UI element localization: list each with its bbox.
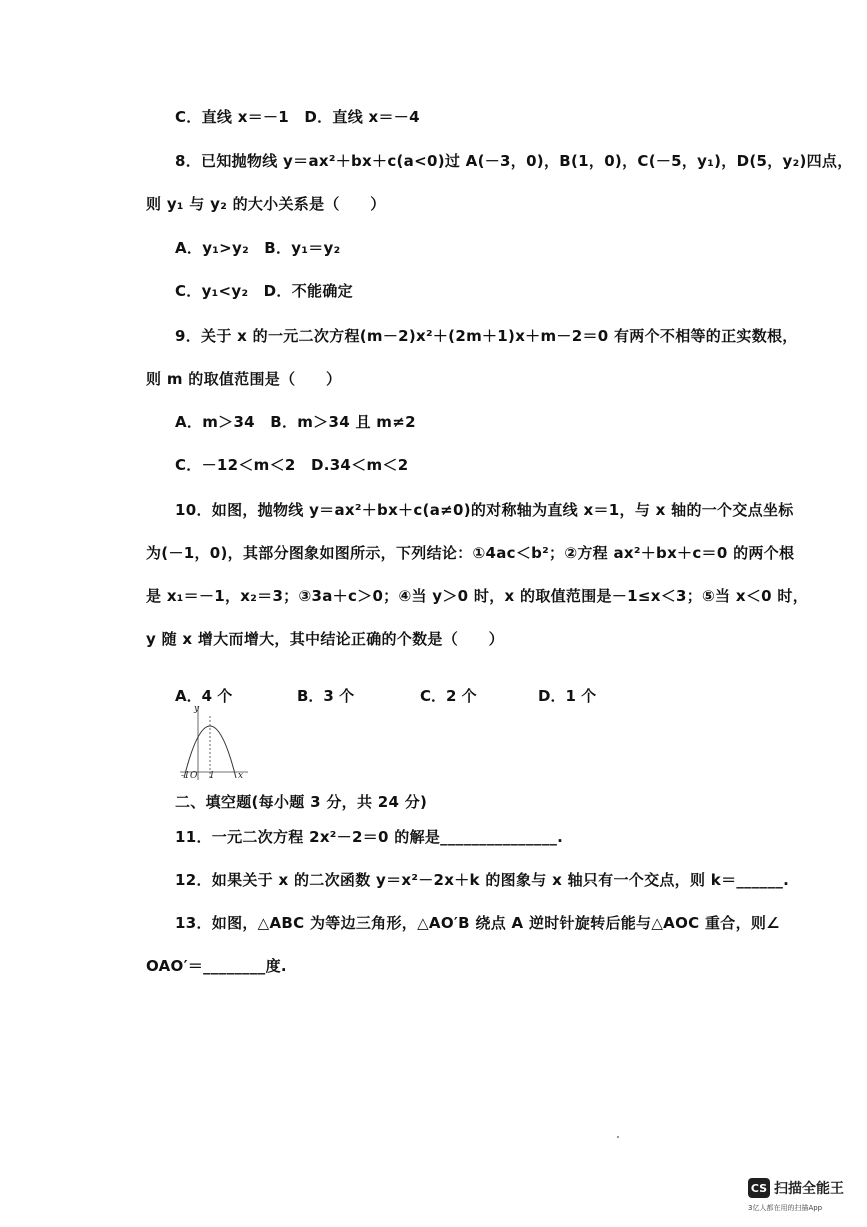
q10-stem-line1: 10．如图，抛物线 y＝ax²＋bx＋c(a≠0)的对称轴为直线 x＝1，与 x 轴的一个交点坐标 xyxy=(175,501,794,519)
q9-stem-line2: 则 m 的取值范围是（ ） xyxy=(146,370,342,388)
q8-options-ab: A．y₁>y₂ B．y₁＝y₂ xyxy=(175,239,341,257)
scanner-tagline: 3亿人都在用的扫描App xyxy=(748,1204,823,1212)
tick-one-label: 1 xyxy=(209,771,215,781)
x-axis-label: x xyxy=(238,771,244,781)
y-axis-label: y xyxy=(194,704,200,714)
q8-stem-line2: 则 y₁ 与 y₂ 的大小关系是（ ） xyxy=(146,195,386,213)
q10-option-d: D．1 个 xyxy=(538,687,597,705)
scanner-watermark xyxy=(748,1176,860,1220)
q7-options-cd: C．直线 x＝－1 D．直线 x＝－4 xyxy=(175,108,420,126)
q11-stem: 11．一元二次方程 2x²－2＝0 的解是_______________. xyxy=(175,828,564,846)
q8-options-cd: C．y₁<y₂ D．不能确定 xyxy=(175,282,353,300)
q13-stem-line2: OAO′＝________度. xyxy=(146,957,287,975)
section-two-heading: 二、填空题(每小题 3 分，共 24 分) xyxy=(175,793,428,811)
scanner-logo-icon: CS xyxy=(748,1178,770,1198)
q10-stem-line3: 是 x₁＝－1，x₂＝3；③3a＋c＞0；④当 y＞0 时，x 的取值范围是－1≤x＜3；⑤当 x＜0 时， xyxy=(146,587,809,605)
q10-stem-line4: y 随 x 增大而增大，其中结论正确的个数是（ ） xyxy=(146,630,504,648)
q8-stem-line1: 8．已知抛物线 y＝ax²＋bx＋c(a<0)过 A(－3，0)，B(1，0)，C(－5，y₁)，D(5，y₂)四点， xyxy=(175,152,853,170)
scan-speck xyxy=(617,1136,619,1138)
q13-stem-line1: 13．如图，△ABC 为等边三角形，△AO′B 绕点 A 逆时针旋转后能与△AOC 重合，则∠ xyxy=(175,914,780,932)
tick-neg-one-label: -1 xyxy=(181,771,190,781)
q12-stem: 12．如果关于 x 的二次函数 y＝x²－2x＋k 的图象与 x 轴只有一个交点，则 k＝______. xyxy=(175,871,790,889)
q9-options-cd: C．－12＜m＜2 D.34＜m＜2 xyxy=(175,456,409,474)
q10-option-b: B．3 个 xyxy=(297,687,355,705)
q10-option-c: C．2 个 xyxy=(420,687,477,705)
parabola-figure xyxy=(176,702,252,782)
scanner-brand-name: 扫描全能王 xyxy=(774,1181,844,1197)
q10-option-a: A．4 个 xyxy=(175,687,233,705)
origin-label: O xyxy=(190,771,198,781)
q9-options-ab: A．m＞34 B．m＞34 且 m≠2 xyxy=(175,413,416,431)
q10-stem-line2: 为(－1，0)，其部分图象如图所示，下列结论：①4ac＜b²；②方程 ax²＋bx＋c＝0 的两个根 xyxy=(146,544,795,562)
q9-stem-line1: 9．关于 x 的一元二次方程(m－2)x²＋(2m＋1)x＋m－2＝0 有两个不相等的正实数根， xyxy=(175,327,798,345)
